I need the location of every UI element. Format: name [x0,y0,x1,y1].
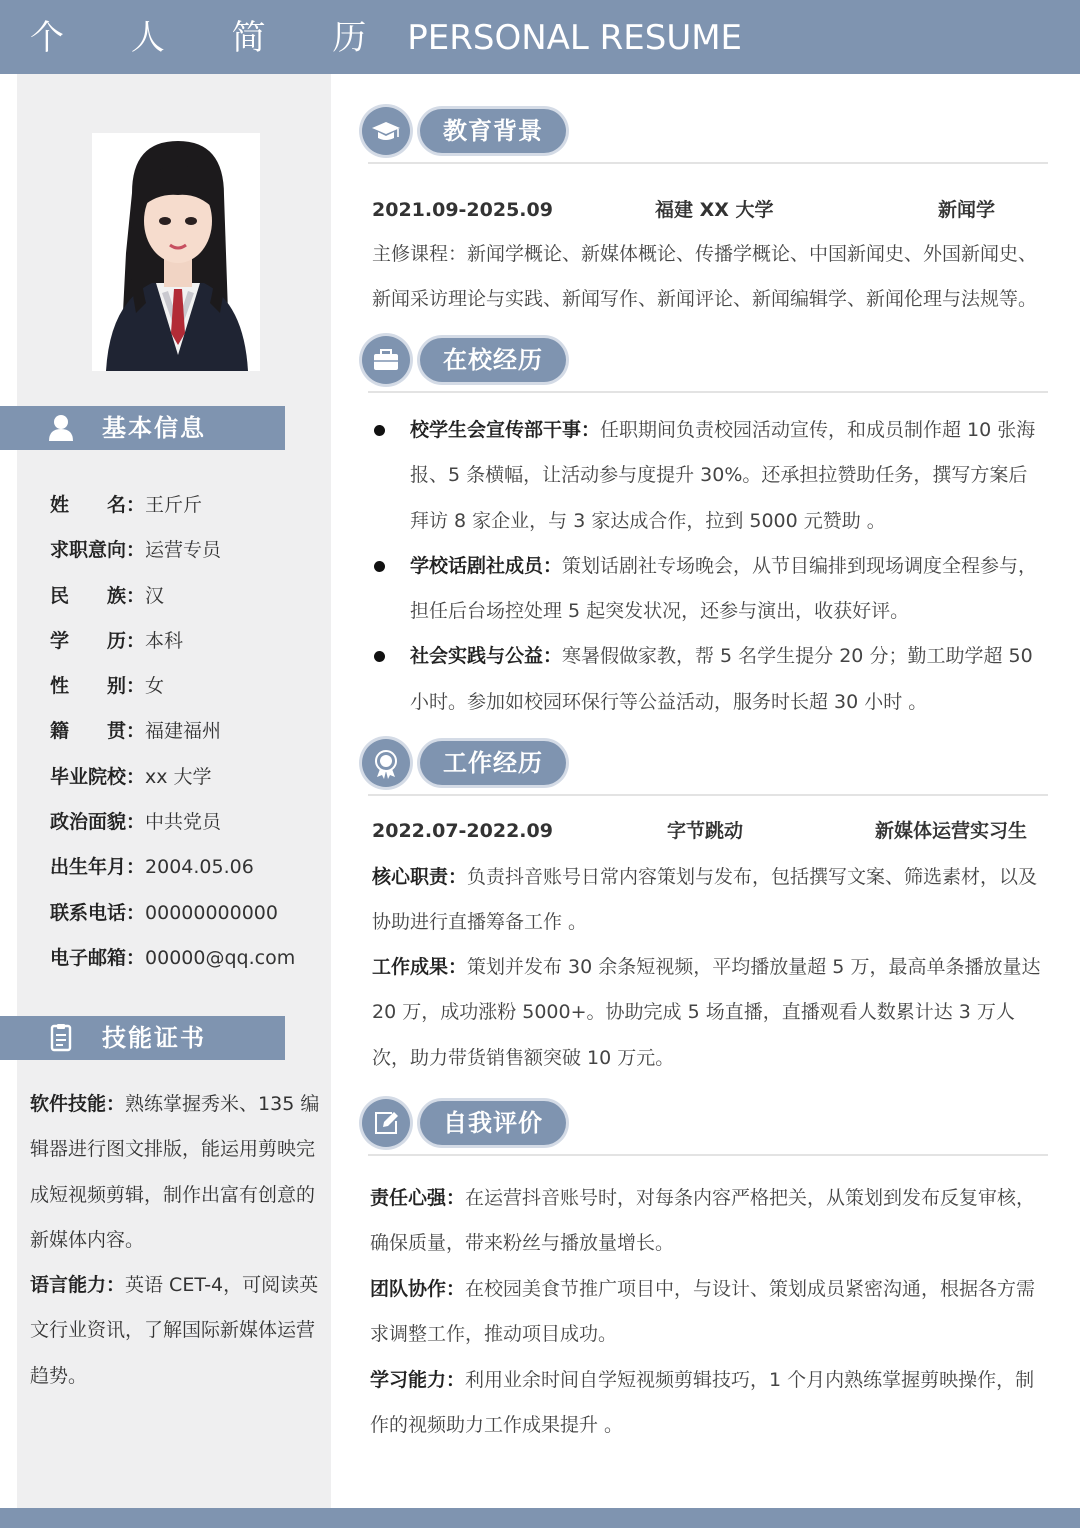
section-divider [368,162,1048,164]
campus-item-label: 社会实践与公益： [410,645,563,668]
info-row-ethnicity [50,576,320,621]
work-section-header [362,739,1048,799]
medal-icon [362,739,410,787]
skill-label: 软件技能： [30,1093,126,1115]
profile-photo [92,133,260,371]
education-school: 福建 XX 大学 [655,199,774,221]
bullet-dot [374,651,385,662]
portrait-illustration [92,133,260,371]
edit-icon [362,1099,410,1147]
work-results [372,945,1042,1081]
info-value: 00000@qq.com [145,946,296,969]
info-value: 女 [145,675,165,698]
info-row-school [50,757,320,802]
info-row-gender [50,666,320,711]
skills-list [30,1082,320,1399]
info-row-birth [50,847,320,892]
info-value: xx 大学 [145,765,212,788]
work-title: 工作经历 [420,741,566,785]
info-row-education [50,621,320,666]
work-period: 2022.07-2022.09 [372,820,553,842]
campus-item-social-practice [372,634,1040,725]
self-eval-section-header [362,1099,1048,1159]
info-value: 本科 [145,629,184,652]
info-label: 求职意向： [50,539,146,562]
skills-header [0,1016,285,1060]
education-section-header [362,107,1048,167]
title-english: PERSONAL RESUME [407,18,743,58]
work-duties [372,855,1042,946]
info-label: 政治面貌： [50,811,146,834]
education-title: 教育背景 [420,109,566,153]
self-eval-responsibility [370,1176,1042,1267]
info-row-name [50,485,320,530]
skill-text: 熟练掌握秀米、135 编辑器进行图文排版，能运用剪映完成短视频剪辑，制作出富有创意的新媒体内容。 [30,1093,320,1251]
self-eval-label: 学习能力： [370,1369,466,1391]
campus-item-text: 寒暑假做家教，帮 5 名学生提分 20 分；勤工助学超 50 小时。参加如校园环保行等公益活动，服务时长超 30 小时 。 [410,645,1033,713]
title-chinese: 个 人 简 历 [30,18,395,58]
info-label: 性 别： [50,675,146,698]
briefcase-icon [362,336,410,384]
work-results-text: 策划并发布 30 余条短视频，平均播放量超 5 万，最高单条播放量达 20 万，成功涨粉 5000+。协助完成 5 场直播，直播观看人数累计达 3 万人次，助力带货销售额突破 10 万元。 [372,956,1041,1069]
self-eval-label: 责任心强： [370,1187,466,1209]
info-row-political [50,802,320,847]
campus-item-label: 学校话剧社成员： [410,554,563,577]
info-row-hometown [50,711,320,756]
section-divider [368,1154,1048,1156]
self-eval-text: 在运营抖音账号时，对每条内容严格把关，从策划到发布反复审核，确保质量，带来粉丝与播放量增长。 [370,1187,1036,1255]
skills-title: 技能证书 [102,1024,206,1052]
info-row-email [50,938,320,983]
certificate-icon [48,1024,74,1052]
campus-item-student-union [372,408,1040,544]
skill-item-language [30,1263,320,1399]
campus-item-text: 任职期间负责校园活动宣传，和成员制作超 10 张海报、5 条横幅，让活动参与度提升 30%。还承担拉赞助任务，撰写方案后拜访 8 家企业，与 3 家达成合作，拉到 5000 元赞助 。 [410,419,1036,532]
campus-item-label: 校学生会宣传部干事： [410,419,601,441]
info-label: 出生年月： [50,856,146,879]
work-position: 新媒体运营实习生 [875,820,1028,842]
self-eval-title: 自我评价 [420,1101,566,1145]
basic-info-header [0,406,285,450]
self-eval-teamwork [370,1267,1042,1358]
info-value: 汉 [145,584,165,607]
self-eval-label: 团队协作： [370,1278,466,1300]
basic-info-list [50,485,320,983]
info-label: 籍 贯： [50,720,146,743]
education-major: 新闻学 [938,199,996,221]
info-label: 民 族： [50,584,146,607]
info-label: 姓 名： [50,494,146,516]
skill-item-software [30,1082,320,1263]
self-eval-text: 利用业余时间自学短视频剪辑技巧，1 个月内熟练掌握剪映操作，制作的视频助力工作成果提升 。 [370,1369,1035,1437]
bullet-dot [374,425,385,436]
self-eval-text: 在校园美食节推广项目中，与设计、策划成员紧密沟通，根据各方需求调整工作，推动项目成功。 [370,1278,1036,1346]
campus-item-drama-club [372,544,1040,635]
graduation-cap-icon [362,107,410,155]
info-label: 毕业院校： [50,765,146,788]
education-period: 2021.09-2025.09 [372,199,553,221]
section-divider [368,794,1048,796]
info-row-job-intention [50,530,320,575]
work-company: 字节跳动 [667,820,744,842]
bullet-dot [374,561,385,572]
campus-item-text: 策划话剧社专场晚会，从节目编排到现场调度全程参与，担任后台场控处理 5 起突发状况，还参与演出，收获好评。 [410,554,1038,623]
info-value: 福建福州 [145,720,222,743]
person-icon [48,414,74,442]
campus-section-header [362,336,1048,396]
campus-list [372,408,1040,725]
footer-bar [0,1508,1080,1528]
info-value: 2004.05.06 [145,856,254,879]
info-label: 学 历： [50,629,146,652]
info-value: 中共党员 [145,811,222,834]
info-row-phone [50,893,320,938]
info-label: 电子邮箱： [50,946,146,969]
page-title [30,14,742,62]
self-eval-learning [370,1358,1042,1449]
info-value: 00000000000 [145,901,278,924]
skill-label: 语言能力： [30,1274,126,1297]
info-value: 王斤斤 [145,494,203,516]
work-duties-text: 负责抖音账号日常内容策划与发布，包括撰写文案、筛选素材，以及协助进行直播筹备工作 。 [372,866,1038,934]
work-duties-label: 核心职责： [372,866,468,888]
work-results-label: 工作成果： [372,956,468,978]
header-bar [0,0,1080,74]
section-divider [368,391,1048,393]
basic-info-title: 基本信息 [102,414,206,442]
skill-text: 英语 CET-4，可阅读英文行业资讯，了解国际新媒体运营趋势。 [30,1274,319,1387]
info-label: 联系电话： [50,901,146,924]
campus-title: 在校经历 [420,338,566,382]
info-value: 运营专员 [145,539,222,562]
education-courses: 主修课程：新闻学概论、新媒体概论、传播学概论、中国新闻史、外国新闻史、新闻采访理论与实践、新闻写作、新闻评论、新闻编辑学、新闻伦理与法规等。 [372,243,1038,311]
